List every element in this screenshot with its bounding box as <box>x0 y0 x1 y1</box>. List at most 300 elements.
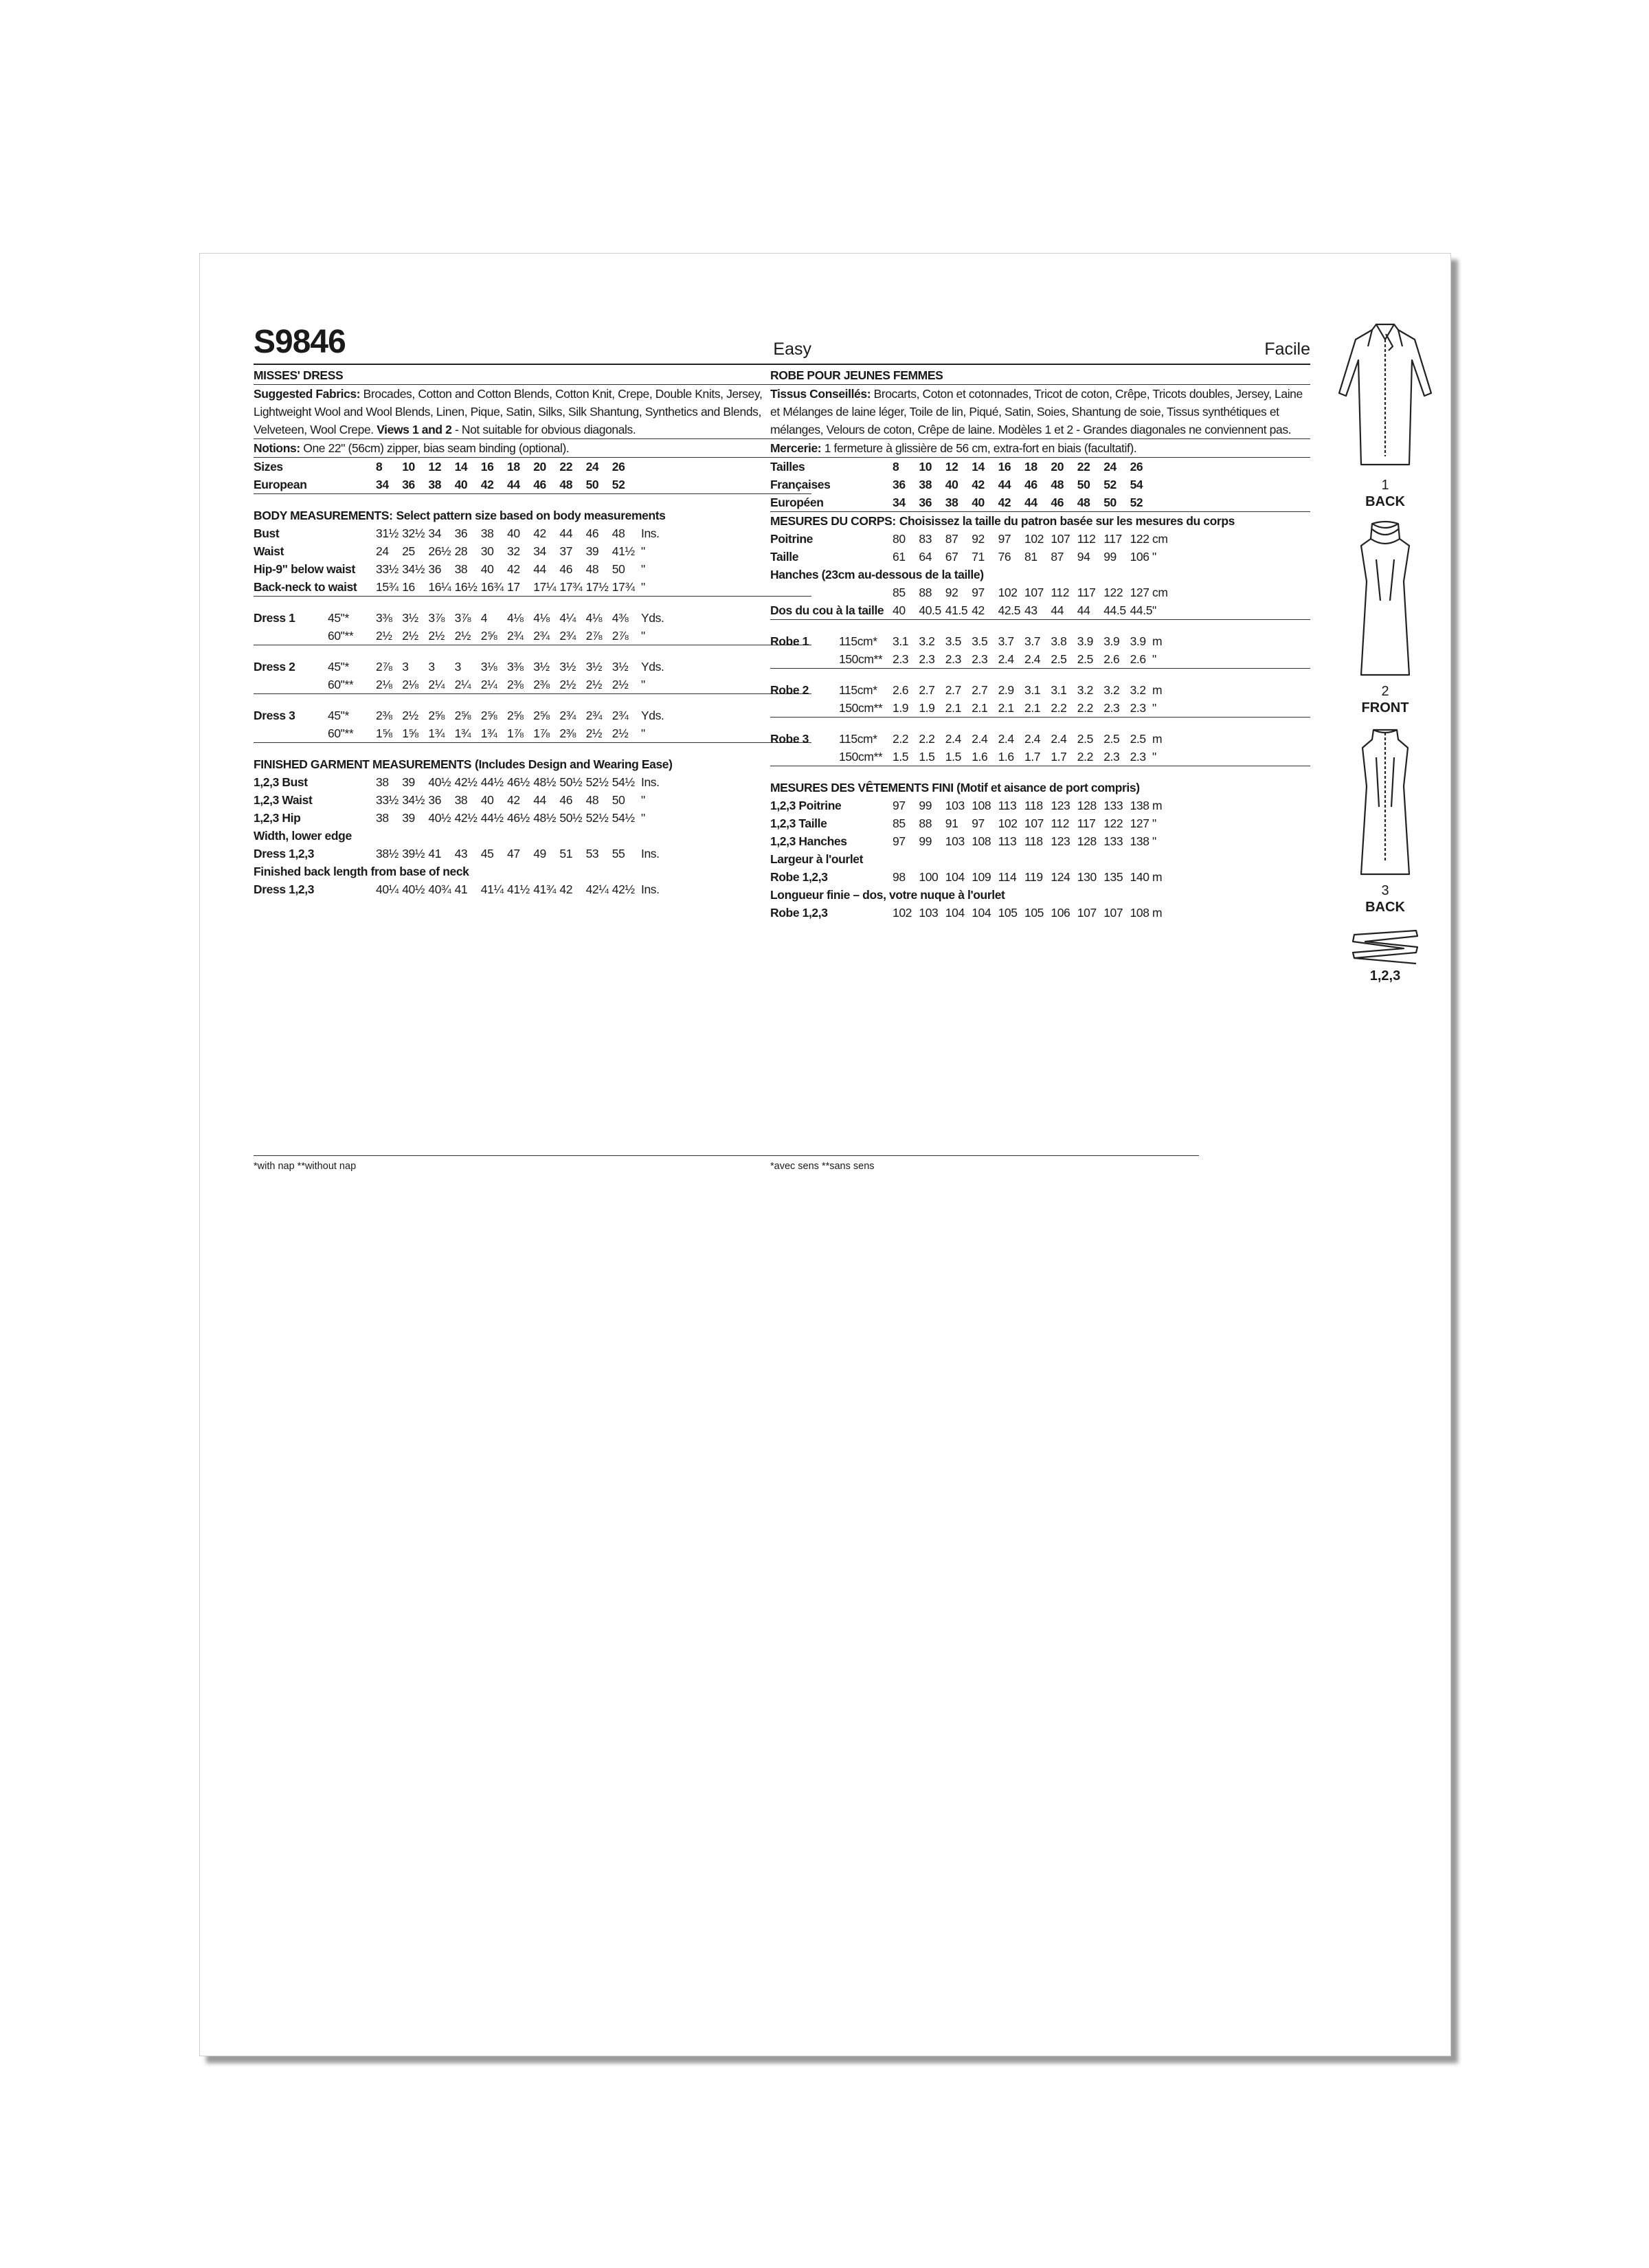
size-value: 47 <box>507 847 520 860</box>
unit: " <box>641 793 645 807</box>
row-label: Hip-9" below waist <box>254 562 355 576</box>
size-value: 2⅞ <box>612 629 629 643</box>
size-value: 17½ <box>585 580 609 594</box>
unit: m <box>1152 683 1163 697</box>
width-heading: Width, lower edge <box>254 829 352 843</box>
size-value: 2.4 <box>1024 652 1041 666</box>
size-value: 3⅛ <box>480 660 497 674</box>
yardage-row <box>770 650 1310 669</box>
row-label: Bust <box>254 526 280 540</box>
size-value: 31½ <box>376 526 399 540</box>
tie-belt-icon <box>1327 926 1444 968</box>
size-value: 88 <box>919 816 932 830</box>
european-sizes-row-fr <box>770 493 1310 512</box>
size-value: 119 <box>1024 870 1043 884</box>
size-value: 112 <box>1051 816 1070 830</box>
dress-front-view-2-icon <box>1327 518 1444 683</box>
size-value: 38 <box>376 775 389 789</box>
size-value: 38 <box>945 496 958 509</box>
width-row <box>254 845 811 863</box>
size-value: 36 <box>428 562 442 576</box>
size-value: 3.8 <box>1051 634 1067 648</box>
body-measurement-row <box>770 530 1310 548</box>
size-value: 3.2 <box>1130 683 1146 697</box>
size-value: 3½ <box>402 611 418 625</box>
size-value: 40 <box>480 793 494 807</box>
size-value: 2.4 <box>1051 732 1067 746</box>
size-value: 133 <box>1103 799 1123 812</box>
size-value: 41¾ <box>533 882 557 896</box>
body-measurements-heading-fr: MESURES DU CORPS: Choisissez la taille du patron basée sur les mesures du corps <box>770 514 1235 528</box>
size-value: 2.7 <box>919 683 935 697</box>
size-value: 2⅝ <box>507 709 524 722</box>
unit: Ins. <box>641 882 660 896</box>
size-value: 105 <box>1024 906 1044 920</box>
yardage-row <box>254 707 811 724</box>
size-value: 40½ <box>428 775 451 789</box>
size-value: 2½ <box>585 726 603 740</box>
size-value: 40 <box>893 603 906 617</box>
size-value: 61 <box>893 550 906 564</box>
size-value: 51 <box>559 847 573 860</box>
unit: " <box>1152 550 1156 564</box>
size-value: 1.9 <box>893 701 909 715</box>
size-value: 38½ <box>376 847 399 860</box>
body-measurement-row <box>254 578 811 597</box>
size-value: 42½ <box>612 882 635 896</box>
row-label: Robe 1 <box>770 634 809 648</box>
size-value: 36 <box>428 793 442 807</box>
size-value: 4⅛ <box>585 611 603 625</box>
size-value: 44 <box>1051 603 1064 617</box>
size-value: 26½ <box>428 544 451 558</box>
size-value: 2.5 <box>1077 732 1093 746</box>
size-value: 87 <box>1051 550 1064 564</box>
size-value: 2⅞ <box>376 660 392 674</box>
size-value: 4⅜ <box>612 611 629 625</box>
row-label: European <box>254 478 307 491</box>
size-value: 2½ <box>428 629 445 643</box>
size-value: 104 <box>972 906 991 920</box>
size-value: 36 <box>919 496 932 509</box>
width-row <box>770 868 1310 886</box>
size-value: 48 <box>1077 496 1090 509</box>
footnote-en: *with nap **without nap <box>254 1161 357 1172</box>
size-value: 20 <box>1051 460 1064 474</box>
yardage-row <box>254 627 811 645</box>
unit: m <box>1152 732 1163 746</box>
view-sketches <box>1327 319 1444 984</box>
size-value: 37 <box>559 544 573 558</box>
size-value: 104 <box>945 906 965 920</box>
size-value: 3½ <box>559 660 576 674</box>
size-value: 1.9 <box>919 701 935 715</box>
unit: " <box>641 678 645 691</box>
english-size-chart <box>254 458 811 898</box>
unit: " <box>641 580 645 594</box>
size-value: 34½ <box>402 562 425 576</box>
view-2-label: FRONT <box>1361 700 1409 715</box>
unit: m <box>1152 799 1163 812</box>
unit: " <box>641 811 645 825</box>
size-value: 48 <box>1051 478 1064 491</box>
size-value: 94 <box>1077 550 1090 564</box>
size-value: 44 <box>533 562 546 576</box>
size-value: 40 <box>972 496 985 509</box>
size-value: 50½ <box>559 811 583 825</box>
length-heading: Finished back length from base of neck <box>254 865 469 878</box>
body-measurements-heading: BODY MEASUREMENTS: Select pattern size based on body measurements <box>254 509 666 522</box>
size-value: 24 <box>376 544 389 558</box>
size-value: 38 <box>919 478 932 491</box>
size-value: 17¾ <box>612 580 635 594</box>
size-value: 2.4 <box>998 732 1014 746</box>
row-label: Waist <box>254 544 284 558</box>
size-value: 33½ <box>376 793 399 807</box>
size-value: 2⅝ <box>480 629 497 643</box>
size-value: 3 <box>454 660 461 674</box>
unit: Yds. <box>641 660 664 674</box>
size-value: 48 <box>585 562 599 576</box>
size-value: 3 <box>428 660 435 674</box>
size-value: 55 <box>612 847 625 860</box>
size-value: 2.9 <box>998 683 1014 697</box>
size-value: 87 <box>945 532 958 546</box>
size-value: 112 <box>1051 586 1070 599</box>
fabric-width: 60"** <box>328 678 354 691</box>
size-value: 123 <box>1051 799 1070 812</box>
size-value: 12 <box>945 460 958 474</box>
size-value: 117 <box>1077 816 1096 830</box>
size-value: 108 <box>972 799 991 812</box>
fabric-width: 45"* <box>328 709 349 722</box>
size-value: 36 <box>893 478 906 491</box>
row-label: Dress 2 <box>254 660 295 674</box>
size-value: 2.3 <box>1130 750 1146 764</box>
size-value: 2¾ <box>585 709 603 722</box>
size-value: 40¼ <box>376 882 399 896</box>
size-value: 2.2 <box>1051 701 1067 715</box>
unit: Ins. <box>641 847 660 860</box>
finished-measurement-row <box>770 814 1310 832</box>
size-value: 46 <box>559 562 573 576</box>
size-value: 106 <box>1130 550 1149 564</box>
unit: m <box>1152 870 1163 884</box>
size-value: 43 <box>1024 603 1037 617</box>
size-value: 41 <box>428 847 442 860</box>
size-value: 50 <box>585 478 599 491</box>
size-value: 2⅝ <box>428 709 445 722</box>
size-value: 40 <box>945 478 958 491</box>
yardage-row <box>770 699 1310 718</box>
size-value: 3.9 <box>1077 634 1093 648</box>
size-value: 46 <box>533 478 546 491</box>
size-value: 34½ <box>402 793 425 807</box>
size-value: 4¼ <box>559 611 576 625</box>
size-value: 44 <box>533 793 546 807</box>
size-value: 42 <box>972 603 985 617</box>
size-value: 103 <box>945 834 965 848</box>
size-value: 16¾ <box>480 580 504 594</box>
size-value: 40 <box>480 562 494 576</box>
size-value: 128 <box>1077 834 1097 848</box>
view-2-number: 2 <box>1381 684 1389 699</box>
size-value: 50 <box>612 793 625 807</box>
size-value: 16½ <box>454 580 478 594</box>
size-value: 42.5 <box>998 603 1021 617</box>
dress-back-view-3-icon <box>1327 724 1444 882</box>
size-value: 80 <box>893 532 906 546</box>
size-value: 2.3 <box>1103 750 1120 764</box>
size-value: 3.1 <box>1024 683 1041 697</box>
size-value: 2.3 <box>972 652 988 666</box>
size-value: 1.7 <box>1051 750 1067 764</box>
size-value: 112 <box>1077 532 1096 546</box>
size-value: 2⅜ <box>507 678 524 691</box>
size-value: 42 <box>507 562 520 576</box>
size-value: 1⅞ <box>507 726 524 740</box>
size-value: 3.7 <box>998 634 1014 648</box>
size-value: 3.1 <box>1051 683 1067 697</box>
size-value: 44½ <box>480 775 504 789</box>
length-heading-fr: Longueur finie – dos, votre nuque à l'ourlet <box>770 888 1005 902</box>
size-value: 2¾ <box>612 709 629 722</box>
size-value: 28 <box>454 544 468 558</box>
size-value: 2.7 <box>945 683 961 697</box>
size-value: 138 <box>1130 799 1149 812</box>
size-value: 24 <box>1103 460 1117 474</box>
size-value: 3½ <box>533 660 550 674</box>
size-value: 3.7 <box>1024 634 1041 648</box>
size-value: 36 <box>454 526 468 540</box>
size-value: 2⅛ <box>402 678 418 691</box>
size-value: 34 <box>376 478 389 491</box>
size-value: 48 <box>585 793 599 807</box>
row-label: Dress 1,2,3 <box>254 882 315 896</box>
size-value: 2.3 <box>1130 701 1146 715</box>
size-value: 3.9 <box>1130 634 1146 648</box>
size-value: 41 <box>454 882 468 896</box>
size-value: 30 <box>480 544 494 558</box>
size-value: 64 <box>919 550 932 564</box>
row-label: 1,2,3 Hanches <box>770 834 847 848</box>
size-value: 2.1 <box>945 701 961 715</box>
size-value: 118 <box>1024 799 1043 812</box>
size-value: 44 <box>1024 496 1037 509</box>
size-value: 20 <box>533 460 546 474</box>
size-value: 2.4 <box>998 652 1014 666</box>
english-column <box>254 321 811 898</box>
size-value: 3⅜ <box>376 611 392 625</box>
size-value: 42 <box>559 882 573 896</box>
row-label: Poitrine <box>770 532 813 546</box>
size-value: 97 <box>972 816 985 830</box>
size-value: 140 <box>1130 870 1149 884</box>
size-value: 17¾ <box>559 580 583 594</box>
fabric-width: 150cm** <box>839 652 883 666</box>
size-value: 3.5 <box>945 634 961 648</box>
row-label: 1,2,3 Taille <box>770 816 827 830</box>
size-value: 43 <box>454 847 468 860</box>
size-value: 16 <box>402 580 415 594</box>
unit: Yds. <box>641 611 664 625</box>
size-value: 114 <box>998 870 1017 884</box>
size-value: 2⅝ <box>454 709 471 722</box>
body-measurement-row <box>254 542 811 560</box>
size-value: 15¾ <box>376 580 399 594</box>
yardage-row <box>254 724 811 743</box>
size-value: 42 <box>972 478 985 491</box>
size-value: 41.5 <box>945 603 968 617</box>
unit: " <box>1152 701 1156 715</box>
difficulty-level-fr: Facile <box>1264 340 1310 359</box>
width-heading-fr: Largeur à l'ourlet <box>770 852 864 866</box>
size-value: 52½ <box>585 775 609 789</box>
size-value: 97 <box>893 834 906 848</box>
size-value: 39 <box>402 775 415 789</box>
size-value: 102 <box>998 586 1018 599</box>
size-value: 2.2 <box>1077 750 1093 764</box>
size-value: 48 <box>559 478 573 491</box>
size-value: 122 <box>1103 816 1123 830</box>
size-value: 3.5 <box>972 634 988 648</box>
yardage-row <box>254 609 811 627</box>
size-value: 2½ <box>454 629 471 643</box>
size-value: 50 <box>1077 478 1090 491</box>
yardage-row <box>770 681 1310 699</box>
unit: " <box>641 544 645 558</box>
size-value: 1⅝ <box>376 726 392 740</box>
size-value: 117 <box>1103 532 1122 546</box>
size-value: 4⅛ <box>533 611 550 625</box>
size-value: 108 <box>1130 906 1149 920</box>
size-value: 2⅜ <box>376 709 392 722</box>
finished-measurement-row <box>254 791 811 809</box>
size-value: 91 <box>945 816 958 830</box>
size-value: 2.1 <box>998 701 1014 715</box>
size-value: 2½ <box>402 629 418 643</box>
fabric-width: 45"* <box>328 611 349 625</box>
size-value: 46½ <box>507 811 530 825</box>
row-label: 1,2,3 Hip <box>254 811 301 825</box>
size-value: 2.5 <box>1103 732 1120 746</box>
size-value: 1.5 <box>893 750 909 764</box>
size-value: 50½ <box>559 775 583 789</box>
size-value: 44 <box>559 526 573 540</box>
size-value: 2.4 <box>972 732 988 746</box>
size-value: 48½ <box>533 811 557 825</box>
size-value: 2.5 <box>1077 652 1093 666</box>
size-value: 52 <box>612 478 625 491</box>
row-label: Robe 2 <box>770 683 809 697</box>
size-value: 10 <box>402 460 415 474</box>
size-value: 38 <box>428 478 442 491</box>
size-value: 53 <box>585 847 599 860</box>
unit: " <box>1152 603 1156 617</box>
size-value: 41½ <box>612 544 635 558</box>
size-value: 46 <box>1051 496 1064 509</box>
size-value: 122 <box>1103 586 1123 599</box>
unit: " <box>641 629 645 643</box>
hips-heading-fr: Hanches (23cm au-dessous de la taille) <box>770 568 984 581</box>
size-value: 22 <box>559 460 573 474</box>
size-value: 4⅛ <box>507 611 524 625</box>
size-value: 105 <box>998 906 1018 920</box>
size-value: 76 <box>998 550 1011 564</box>
size-value: 17 <box>507 580 520 594</box>
size-value: 38 <box>454 793 468 807</box>
size-value: 102 <box>998 816 1018 830</box>
size-value: 2.5 <box>1130 732 1146 746</box>
fabric-width: 115cm* <box>839 634 877 648</box>
row-label: 1,2,3 Waist <box>254 793 313 807</box>
fabric-width: 60"** <box>328 629 354 643</box>
suggested-fabrics-fr: Tissus Conseillés: Brocarts, Coton et cotonnades, Tricot de coton, Crêpe, Tricots doubles, Jersey, Laine et Mélanges de laine léger, Toile de lin, Piqué, Satin, Soies, Shantung de soie, Tissus synthétiques et mélanges, Velours de coton, Crêpe de laine. Modèles 1 et 2 - Grandes diagonales ne conviennent pas. <box>770 385 1310 439</box>
size-value: 2½ <box>559 678 576 691</box>
unit: Ins. <box>641 526 660 540</box>
size-value: 2.2 <box>919 732 935 746</box>
size-value: 97 <box>998 532 1011 546</box>
finished-measurement-row <box>254 773 811 791</box>
size-value: 39½ <box>402 847 425 860</box>
size-value: 2½ <box>376 629 392 643</box>
size-value: 14 <box>972 460 985 474</box>
size-value: 133 <box>1103 834 1123 848</box>
size-value: 3½ <box>612 660 629 674</box>
row-label: Dress 1,2,3 <box>254 847 315 860</box>
size-value: 44 <box>1077 603 1090 617</box>
size-value: 103 <box>919 906 939 920</box>
suggested-fabrics: Suggested Fabrics: Brocades, Cotton and Cotton Blends, Cotton Knit, Crepe, Double Knits, Jersey, Lightweight Wool and Wool Blends, Linen, Pique, Satin, Silks, Silk Shantung, Synthetics and Blends, Velveteen, Wool Crepe. Views 1 and 2 - Not suitable for obvious diagonals. <box>254 385 811 439</box>
size-value: 2.1 <box>1024 701 1041 715</box>
size-value: 104 <box>945 870 965 884</box>
size-value: 3.2 <box>919 634 935 648</box>
finished-measurement-row <box>770 797 1310 814</box>
size-value: 17¼ <box>533 580 557 594</box>
size-value: 92 <box>945 586 958 599</box>
size-value: 2.6 <box>893 683 909 697</box>
size-value: 103 <box>945 799 965 812</box>
size-value: 1.5 <box>919 750 935 764</box>
size-value: 46½ <box>507 775 530 789</box>
size-value: 2.6 <box>1103 652 1120 666</box>
size-value: 113 <box>998 834 1017 848</box>
size-value: 2.3 <box>919 652 935 666</box>
size-value: 33½ <box>376 562 399 576</box>
size-value: 130 <box>1077 870 1097 884</box>
footnote-rule <box>254 1155 809 1156</box>
size-value: 46 <box>559 793 573 807</box>
size-value: 1⅞ <box>533 726 550 740</box>
size-value: 44.5 <box>1103 603 1126 617</box>
yardage-row <box>770 730 1310 748</box>
size-value: 128 <box>1077 799 1097 812</box>
size-value: 127 <box>1130 816 1149 830</box>
size-value: 40½ <box>428 811 451 825</box>
size-value: 88 <box>919 586 932 599</box>
size-value: 8 <box>893 460 899 474</box>
size-value: 3⅞ <box>454 611 471 625</box>
size-value: 2¾ <box>559 629 576 643</box>
size-value: 3⅜ <box>507 660 524 674</box>
unit: cm <box>1152 586 1168 599</box>
unit: m <box>1152 906 1163 920</box>
row-label: Robe 1,2,3 <box>770 906 828 920</box>
size-value: 16 <box>998 460 1011 474</box>
size-value: 38 <box>480 526 494 540</box>
size-value: 42 <box>998 496 1011 509</box>
fabric-width: 150cm** <box>839 750 883 764</box>
